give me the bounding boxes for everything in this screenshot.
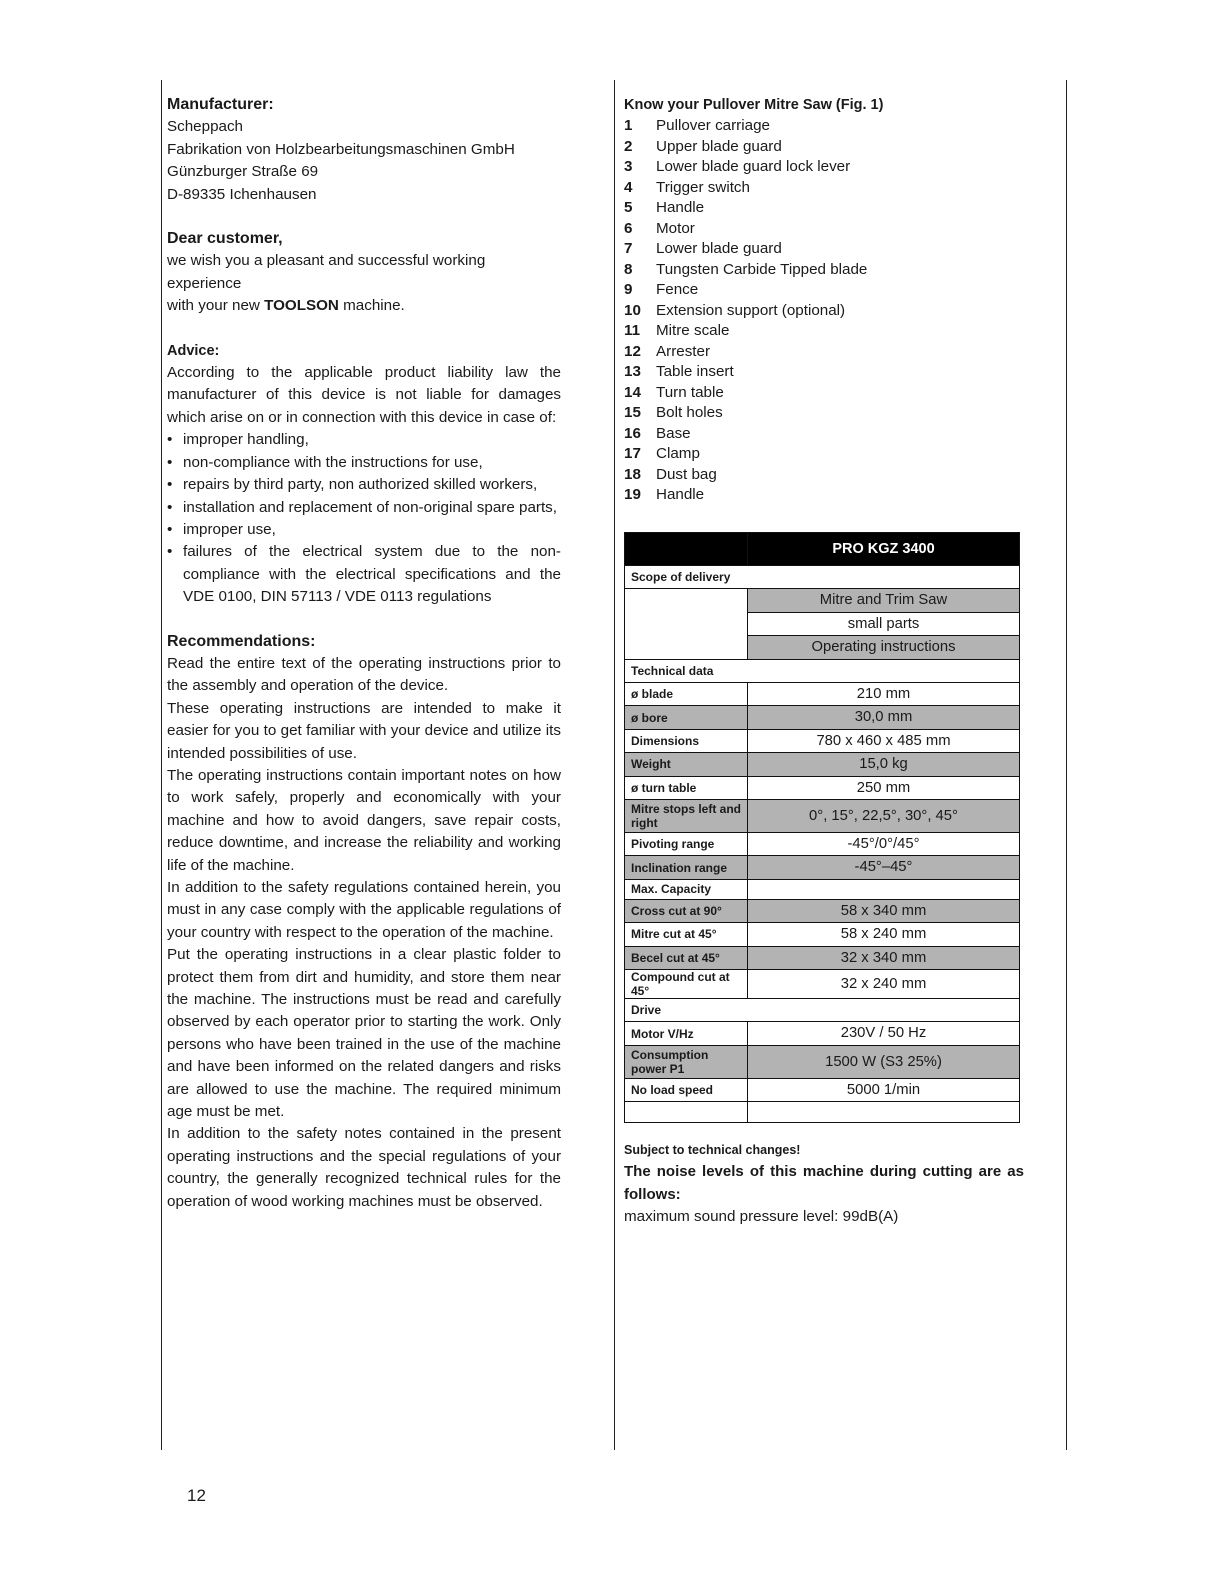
list-item: • non-compliance with the instructions for use,: [167, 452, 561, 474]
list-item: 11 Mitre scale: [624, 322, 730, 340]
customer-line: we wish you a pleasant and successful working experience: [167, 252, 486, 292]
manufacturer-line: Fabrikation von Holzbearbeitungsmaschinen GmbH: [167, 140, 515, 158]
list-item: • improper handling,: [167, 429, 561, 451]
paragraph: The operating instructions contain important notes on how to work safely, properly and economically with your machine and how to avoid dangers, save repair costs, reduce downtime, and increase the reliability and working life of the machine.: [167, 766, 561, 874]
parts-list: [624, 116, 1024, 506]
scope-item: Mitre and Trim Saw: [748, 589, 1020, 612]
table-row: Cross cut at 90° 58 x 340 mm: [625, 899, 1020, 922]
paragraph: In addition to the safety regulations contained herein, you must in any case comply with the applicable regulations of your country with respect to the operation of the machine.: [167, 879, 561, 941]
scope-item: Operating instructions: [748, 636, 1020, 659]
spec-table: [624, 532, 1020, 1123]
list-item: 14 Turn table: [624, 383, 724, 401]
list-item: 3 Lower blade guard lock lever: [624, 158, 851, 176]
customer-heading: Dear customer,: [167, 230, 283, 248]
subject-note: Subject to technical changes!: [624, 1143, 801, 1158]
list-item: 15 Bolt holes: [624, 404, 723, 422]
table-row: Consumption power P1 1500 W (S3 25%): [625, 1045, 1020, 1078]
table-row: Dimensions 780 x 460 x 485 mm: [625, 729, 1020, 752]
noise-value: maximum sound pressure level: 99dB(A): [624, 1208, 899, 1226]
customer-line: with your new TOOLSON machine.: [167, 297, 405, 315]
left-column: [167, 94, 561, 1213]
know-your-saw-heading: Know your Pullover Mitre Saw (Fig. 1): [624, 97, 884, 113]
table-row: ø turn table 250 mm: [625, 776, 1020, 799]
noise-heading: The noise levels of this machine during cutting are as follows:: [624, 1163, 1024, 1203]
technical-label: Technical data: [625, 659, 1020, 682]
list-item: 16 Base: [624, 424, 691, 442]
brand-name: TOOLSON: [264, 297, 339, 315]
table-row: Mitre cut at 45° 58 x 240 mm: [625, 923, 1020, 946]
list-item: 4 Trigger switch: [624, 178, 750, 196]
list-item: • installation and replacement of non-original spare parts,: [167, 497, 561, 519]
table-row: ø blade 210 mm: [625, 682, 1020, 705]
table-row: Pivoting range -45°/0°/45°: [625, 832, 1020, 855]
list-item: 17 Clamp: [624, 445, 700, 463]
list-item: 9 Fence: [624, 281, 699, 299]
advice-list: [167, 429, 561, 608]
advice-intro: According to the applicable product liability law the manufacturer of this device is not liable for damages which arise on or in connection with this device in case of:: [167, 364, 561, 426]
manufacturer-line: Scheppach: [167, 118, 243, 136]
list-item: 2 Upper blade guard: [624, 137, 782, 155]
page-number: 12: [187, 1486, 206, 1505]
scope-label: Scope of delivery: [625, 565, 1020, 588]
middle-rule: [614, 80, 615, 1450]
list-item: 1 Pullover carriage: [624, 117, 770, 135]
list-item: • repairs by third party, non authorized skilled workers,: [167, 474, 561, 496]
table-row: Motor V/Hz 230V / 50 Hz: [625, 1022, 1020, 1045]
model-header: PRO KGZ 3400: [748, 532, 1020, 565]
list-item: 10 Extension support (optional): [624, 301, 846, 319]
manufacturer-heading: Manufacturer:: [167, 96, 274, 113]
scope-item: small parts: [748, 612, 1020, 635]
list-item: 7 Lower blade guard: [624, 240, 782, 258]
list-item: 13 Table insert: [624, 363, 734, 381]
list-item: • failures of the electrical system due to the non-compliance with the electrical specifications and the VDE 0100, DIN 57113 / VDE 0113 regulations: [167, 541, 561, 608]
table-row: Weight 15,0 kg: [625, 753, 1020, 776]
paragraph: Put the operating instructions in a clear plastic folder to protect them from dirt and humidity, and store them near the machine. The instructions must be read and carefully observed by each operator prior to starting the work. Only persons who have been trained in the use of the machine and have been informed on the related dangers and risks are allowed to use the machine. The required minimum age must be met.: [167, 946, 561, 1121]
list-item: 5 Handle: [624, 199, 705, 217]
table-row: Becel cut at 45° 32 x 340 mm: [625, 946, 1020, 969]
table-row: No load speed 5000 1/min: [625, 1078, 1020, 1101]
recommendations-heading: Recommendations:: [167, 632, 316, 650]
table-row: Mitre stops left and right 0°, 15°, 22,5°, 30°, 45°: [625, 799, 1020, 832]
table-row: Inclination range -45°–45°: [625, 856, 1020, 879]
list-item: 8 Tungsten Carbide Tipped blade: [624, 260, 868, 278]
list-item: • improper use,: [167, 519, 561, 541]
list-item: 18 Dust bag: [624, 465, 717, 483]
paragraph: These operating instructions are intended to make it easier for you to get familiar with your device and utilize its intended possibilities of use.: [167, 699, 561, 762]
advice-heading: Advice:: [167, 342, 220, 359]
right-column: [624, 94, 1024, 1228]
list-item: 6 Motor: [624, 219, 695, 237]
paragraph: Read the entire text of the operating instructions prior to the assembly and operation of the device.: [167, 654, 561, 695]
right-rule: [1066, 80, 1067, 1450]
table-row: Compound cut at 45° 32 x 240 mm: [625, 970, 1020, 999]
table-row: ø bore 30,0 mm: [625, 706, 1020, 729]
list-item: 12 Arrester: [624, 342, 711, 360]
capacity-label: Max. Capacity: [625, 879, 748, 899]
drive-label: Drive: [625, 999, 1020, 1022]
manufacturer-line: Günzburger Straße 69: [167, 163, 319, 181]
paragraph: In addition to the safety notes contained in the present operating instructions and the special regulations of your country, the generally recognized technical rules for the operation of wood working machines must be observed.: [167, 1125, 561, 1210]
manufacturer-line: D-89335 Ichenhausen: [167, 185, 317, 203]
left-rule: [161, 80, 162, 1450]
list-item: 19 Handle: [624, 486, 705, 504]
